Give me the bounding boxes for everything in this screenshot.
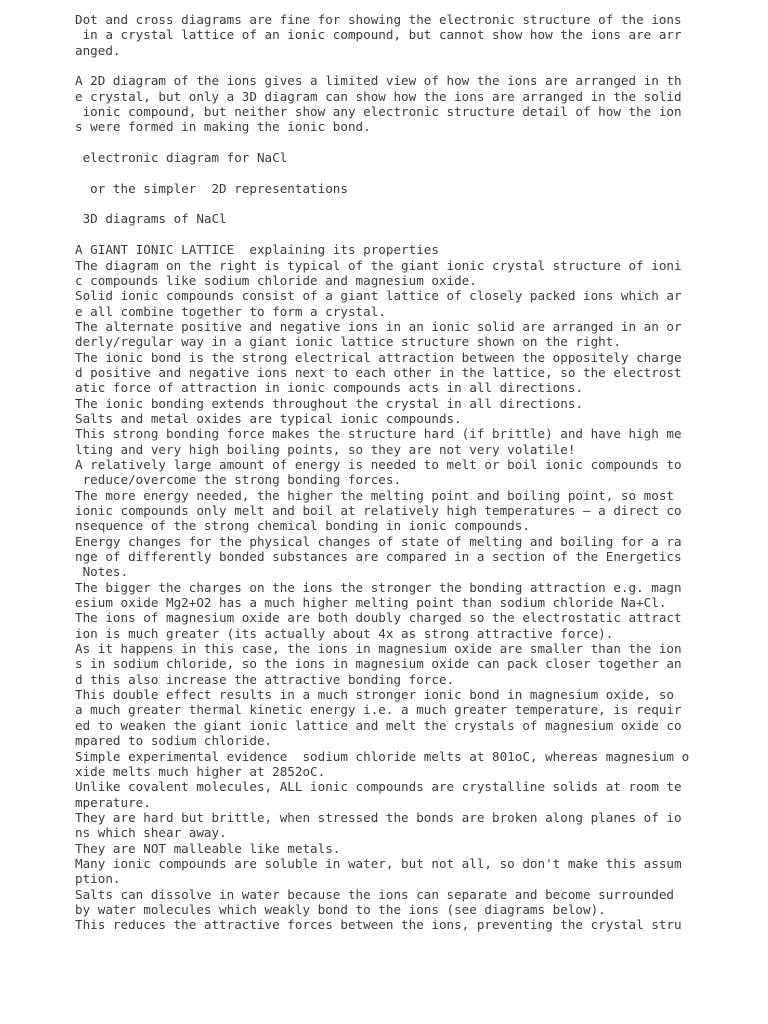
text-line: Energy changes for the physical changes of state of melting and boiling for a ra (75, 533, 682, 549)
text-line: nge of differently bonded substances are compared in a section of the Energetics (75, 549, 682, 565)
text-line: They are hard but brittle, when stressed the bonds are broken along planes of io (75, 809, 682, 825)
text-line: The ions of magnesium oxide are both doubly charged so the electrostatic attract (75, 610, 682, 626)
text-line: 3D diagrams of NaCl (75, 211, 227, 227)
text-line: A 2D diagram of the ions gives a limited view of how the ions are arranged in th (75, 73, 682, 89)
text-line: This strong bonding force makes the structure hard (if brittle) and have high me (75, 426, 682, 442)
blank-line (75, 165, 765, 180)
text-line: e all combine together to form a crystal. (75, 303, 386, 319)
blank-line (75, 135, 765, 150)
text-line: anged. (75, 42, 121, 58)
text-line: The ionic bond is the strong electrical attraction between the oppositely charge (75, 349, 682, 365)
text-line: A GIANT IONIC LATTICE explaining its properties (75, 242, 439, 258)
text-line: This double effect results in a much stronger ionic bond in magnesium oxide, so (75, 687, 674, 703)
text-line: The alternate positive and negative ions in an ionic solid are arranged in an or (75, 318, 682, 334)
text-line: esium oxide Mg2+O2 has a much higher melting point than sodium chloride Na+Cl. (75, 595, 667, 611)
text-line: Many ionic compounds are soluble in water, but not all, so don't make this assum (75, 855, 682, 871)
text-line: d positive and negative ions next to each other in the lattice, so the electrost (75, 364, 682, 380)
text-line: The diagram on the right is typical of the giant ionic crystal structure of ioni (75, 257, 682, 273)
text-line: Salts can dissolve in water because the ions can separate and become surrounded (75, 886, 674, 902)
text-line: Dot and cross diagrams are fine for showing the electronic structure of the ions (75, 12, 682, 27)
text-line: Notes. (75, 564, 129, 580)
text-line: They are NOT malleable like metals. (75, 840, 341, 856)
text-line: The ionic bonding extends throughout the crystal in all directions. (75, 395, 583, 411)
text-line: mpared to sodium chloride. (75, 733, 273, 749)
text-line: The more energy needed, the higher the melting point and boiling point, so most (75, 487, 674, 503)
text-line: nsequence of the strong chemical bonding in ionic compounds. (75, 518, 530, 534)
text-line: c compounds like sodium chloride and magnesium oxide. (75, 272, 477, 288)
text-line: The bigger the charges on the ions the stronger the bonding attraction e.g. magn (75, 579, 682, 595)
text-line: As it happens in this case, the ions in magnesium oxide are smaller than the ion (75, 641, 682, 657)
text-line: in a crystal lattice of an ionic compound, but cannot show how the ions are arr (75, 27, 682, 43)
text-line: d this also increase the attractive bonding force. (75, 671, 455, 687)
text-line: ed to weaken the giant ionic lattice and melt the crystals of magnesium oxide co (75, 717, 682, 733)
text-line: ionic compounds only melt and boil at relatively high temperatures – a direct co (75, 503, 682, 518)
text-line: ion is much greater (its actually about 4x as strong attractive force). (75, 625, 614, 641)
text-line: s were formed in making the ionic bond. (75, 119, 371, 135)
text-line: by water molecules which weakly bond to the ions (see diagrams below). (75, 901, 606, 917)
text-line: ption. (75, 871, 121, 887)
text-line: derly/regular way in a giant ionic lattice structure shown on the right. (75, 334, 621, 350)
text-line: e crystal, but only a 3D diagram can show how the ions are arranged in the solid (75, 88, 682, 104)
text-line: atic force of attraction in ionic compounds acts in all directions. (75, 380, 583, 396)
text-line: electronic diagram for NaCl (75, 150, 288, 166)
text-line: or the simpler 2D representations (75, 180, 348, 196)
blank-line (75, 227, 765, 242)
text-line: Salts and metal oxides are typical ionic compounds. (75, 410, 462, 426)
text-line: mperature. (75, 794, 151, 810)
text-line: xide melts much higher at 2852oC. (75, 763, 326, 779)
text-line: ionic compound, but neither show any electronic structure detail of how the ion (75, 104, 682, 120)
text-line: s in sodium chloride, so the ions in magnesium oxide can pack closer together an (75, 656, 682, 672)
blank-line (75, 58, 765, 73)
blank-line (75, 196, 765, 211)
text-line: Solid ionic compounds consist of a giant lattice of closely packed ions which ar (75, 288, 682, 304)
text-line: reduce/overcome the strong bonding forces. (75, 472, 402, 488)
text-line: This reduces the attractive forces between the ions, preventing the crystal stru (75, 917, 682, 933)
text-line: lting and very high boiling points, so they are not very volatile! (75, 441, 576, 457)
document-body (75, 12, 765, 933)
text-line: ns which shear away. (75, 825, 227, 841)
text-line: Simple experimental evidence sodium chloride melts at 801oC, whereas magnesium o (75, 748, 690, 764)
text-line: Unlike covalent molecules, ALL ionic compounds are crystalline solids at room te (75, 779, 682, 795)
text-line: A relatively large amount of energy is needed to melt or boil ionic compounds to (75, 456, 682, 472)
text-line: a much greater thermal kinetic energy i.e. a much greater temperature, is requir (75, 702, 682, 718)
